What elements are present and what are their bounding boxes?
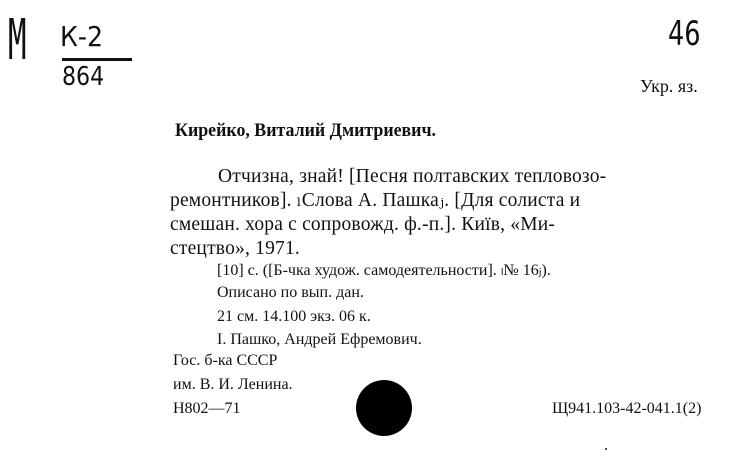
description-line: ремонтников]. ₗСлова А. Пашкаⱼ. [Для солиста и bbox=[170, 190, 581, 211]
description-line: стецтво», 1971. bbox=[170, 238, 300, 259]
handwritten-letter: М bbox=[8, 8, 26, 73]
library-name: Гос. б-ка СССР bbox=[173, 352, 278, 369]
card-id: Н802—71 bbox=[173, 400, 241, 417]
description-note: Описано по вып. дан. bbox=[217, 284, 364, 301]
shelf-mark-top: К-2 bbox=[60, 20, 104, 53]
catalog-code: Щ941.103-42-041.1(2) bbox=[552, 400, 702, 417]
pagination-series: [10] с. ([Б-чка худож. самодеятельности]. ₗ№ 16ⱼ). bbox=[217, 262, 551, 279]
shelf-mark-bottom: 864 bbox=[62, 62, 105, 92]
description-block bbox=[170, 165, 725, 261]
shelf-mark bbox=[60, 20, 140, 92]
description-line: Отчизна, знай! [Песня полтавских тепловозо- bbox=[218, 166, 607, 187]
handwritten-number: 46 bbox=[668, 14, 701, 54]
punch-hole bbox=[356, 380, 412, 436]
description-line: смешан. хора с сопровожд. ф.-п.]. Київ, «Ми- bbox=[170, 214, 556, 235]
library-name-cont: им. В. И. Ленина. bbox=[173, 376, 293, 393]
author-heading: Кирейко, Виталий Дмитриевич. bbox=[175, 120, 437, 141]
shelf-mark-divider bbox=[62, 58, 132, 61]
language-note: Укр. яз. bbox=[640, 76, 698, 96]
stray-mark bbox=[605, 448, 607, 450]
physical-details: 21 см. 14.100 экз. 06 к. bbox=[217, 308, 371, 325]
added-entry: I. Пашко, Андрей Ефремович. bbox=[217, 331, 422, 348]
